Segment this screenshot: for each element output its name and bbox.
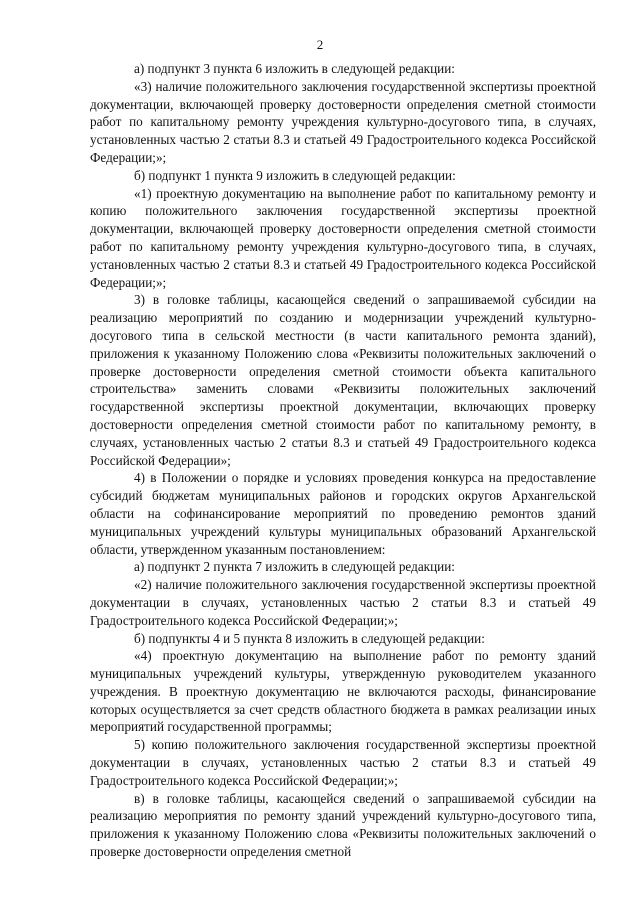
paragraph-subitem-2-text: «2) наличие положительного заключения государственной экспертизы проектной документации в случаях, установленных частью 2 статьи 8.3 и статьей 49 Градостроительного кодекса Российской Федерации;»;: [90, 577, 596, 628]
paragraph-subitem-5-text: 5) копию положительного заключения государственной экспертизы проектной документации в случаях, установленных частью 2 статьи 8.3 и статьей 49 Градостроительного кодекса Российской Федерации;»;: [90, 737, 596, 788]
paragraph-4a-heading: а) подпункт 2 пункта 7 изложить в следующей редакции:: [134, 559, 455, 575]
paragraph-2b-heading: б) подпункт 1 пункта 9 изложить в следующей редакции:: [134, 167, 456, 183]
paragraph-subitem-3-text: «3) наличие положительного заключения государственной экспертизы проектной документации, включающей проверку достоверности определения сметной стоимости работ по капитальному ремонту учреждения культурно-досугового типа, в случаях, установленных частью 2 статьи 8.3 и статьей 49 Градостроительного кодекса Российской Федерации;»;: [90, 78, 596, 165]
document-body: [90, 60, 596, 861]
paragraph-item-4: 4) в Положении о порядке и условиях проведения конкурса на предоставление субсидий бюджетам муниципальных районов и городских округов Архангельской области на софинансирование мероприятий по проведению ремонтов зданий муниципальных учреждений культуры муниципальных образований Архангельской области, утвержденном указанным постановлением:: [90, 470, 596, 557]
page-number: 2: [316, 37, 324, 52]
paragraph-subitem-4-text: «4) проектную документацию на выполнение работ по ремонту зданий муниципальных учреждений культуры, утвержденную руководителем указанного учреждения. В проектную документацию не включаются расходы, финансирование которых осуществляется за счет средств областного бюджета в рамках реализации иных мероприятий государственной программы;: [90, 648, 596, 735]
paragraph-subitem-1-text: «1) проектную документацию на выполнение работ по капитальному ремонту и копию положительного заключения государственной экспертизы проектной документации, включающей проверку достоверности определения сметной стоимости работ по капитальному ремонту учреждения культурно-досугового типа, в случаях, установленных частью 2 статьи 8.3 и статьей 49 Градостроительного кодекса Российской Федерации;»;: [90, 185, 596, 290]
paragraph-item-3: 3) в головке таблицы, касающейся сведений о запрашиваемой субсидии на реализацию мероприятий по созданию и модернизации учреждений культурно-досугового типа в сельской местности (в части капитального ремонта зданий), приложения к указанному Положению слова «Реквизиты положительных заключений о проверке достоверности определения сметной стоимости объекта капитального строительства» заменить словами «Реквизиты положительных заключений государственной экспертизы проектной документации, включающих проверку достоверности определения сметной стоимости работ по капитальному ремонту, в случаях, установленных частью 2 статьи 8.3 и статьей 49 Градостроительного кодекса Российской Федерации»;: [90, 292, 596, 468]
paragraph-2a-heading: а) подпункт 3 пункта 6 изложить в следующей редакции:: [134, 61, 455, 76]
paragraph-4b-heading: б) подпункты 4 и 5 пункта 8 изложить в следующей редакции:: [134, 630, 485, 646]
paragraph-4v-text: в) в головке таблицы, касающейся сведений о запрашиваемой субсидии на реализацию мероприятия по ремонту зданий учреждений культурно-досугового типа, приложения к указанному Положению слова «Реквизиты положительных заключений о проверке достоверности определения сметной: [90, 790, 596, 860]
